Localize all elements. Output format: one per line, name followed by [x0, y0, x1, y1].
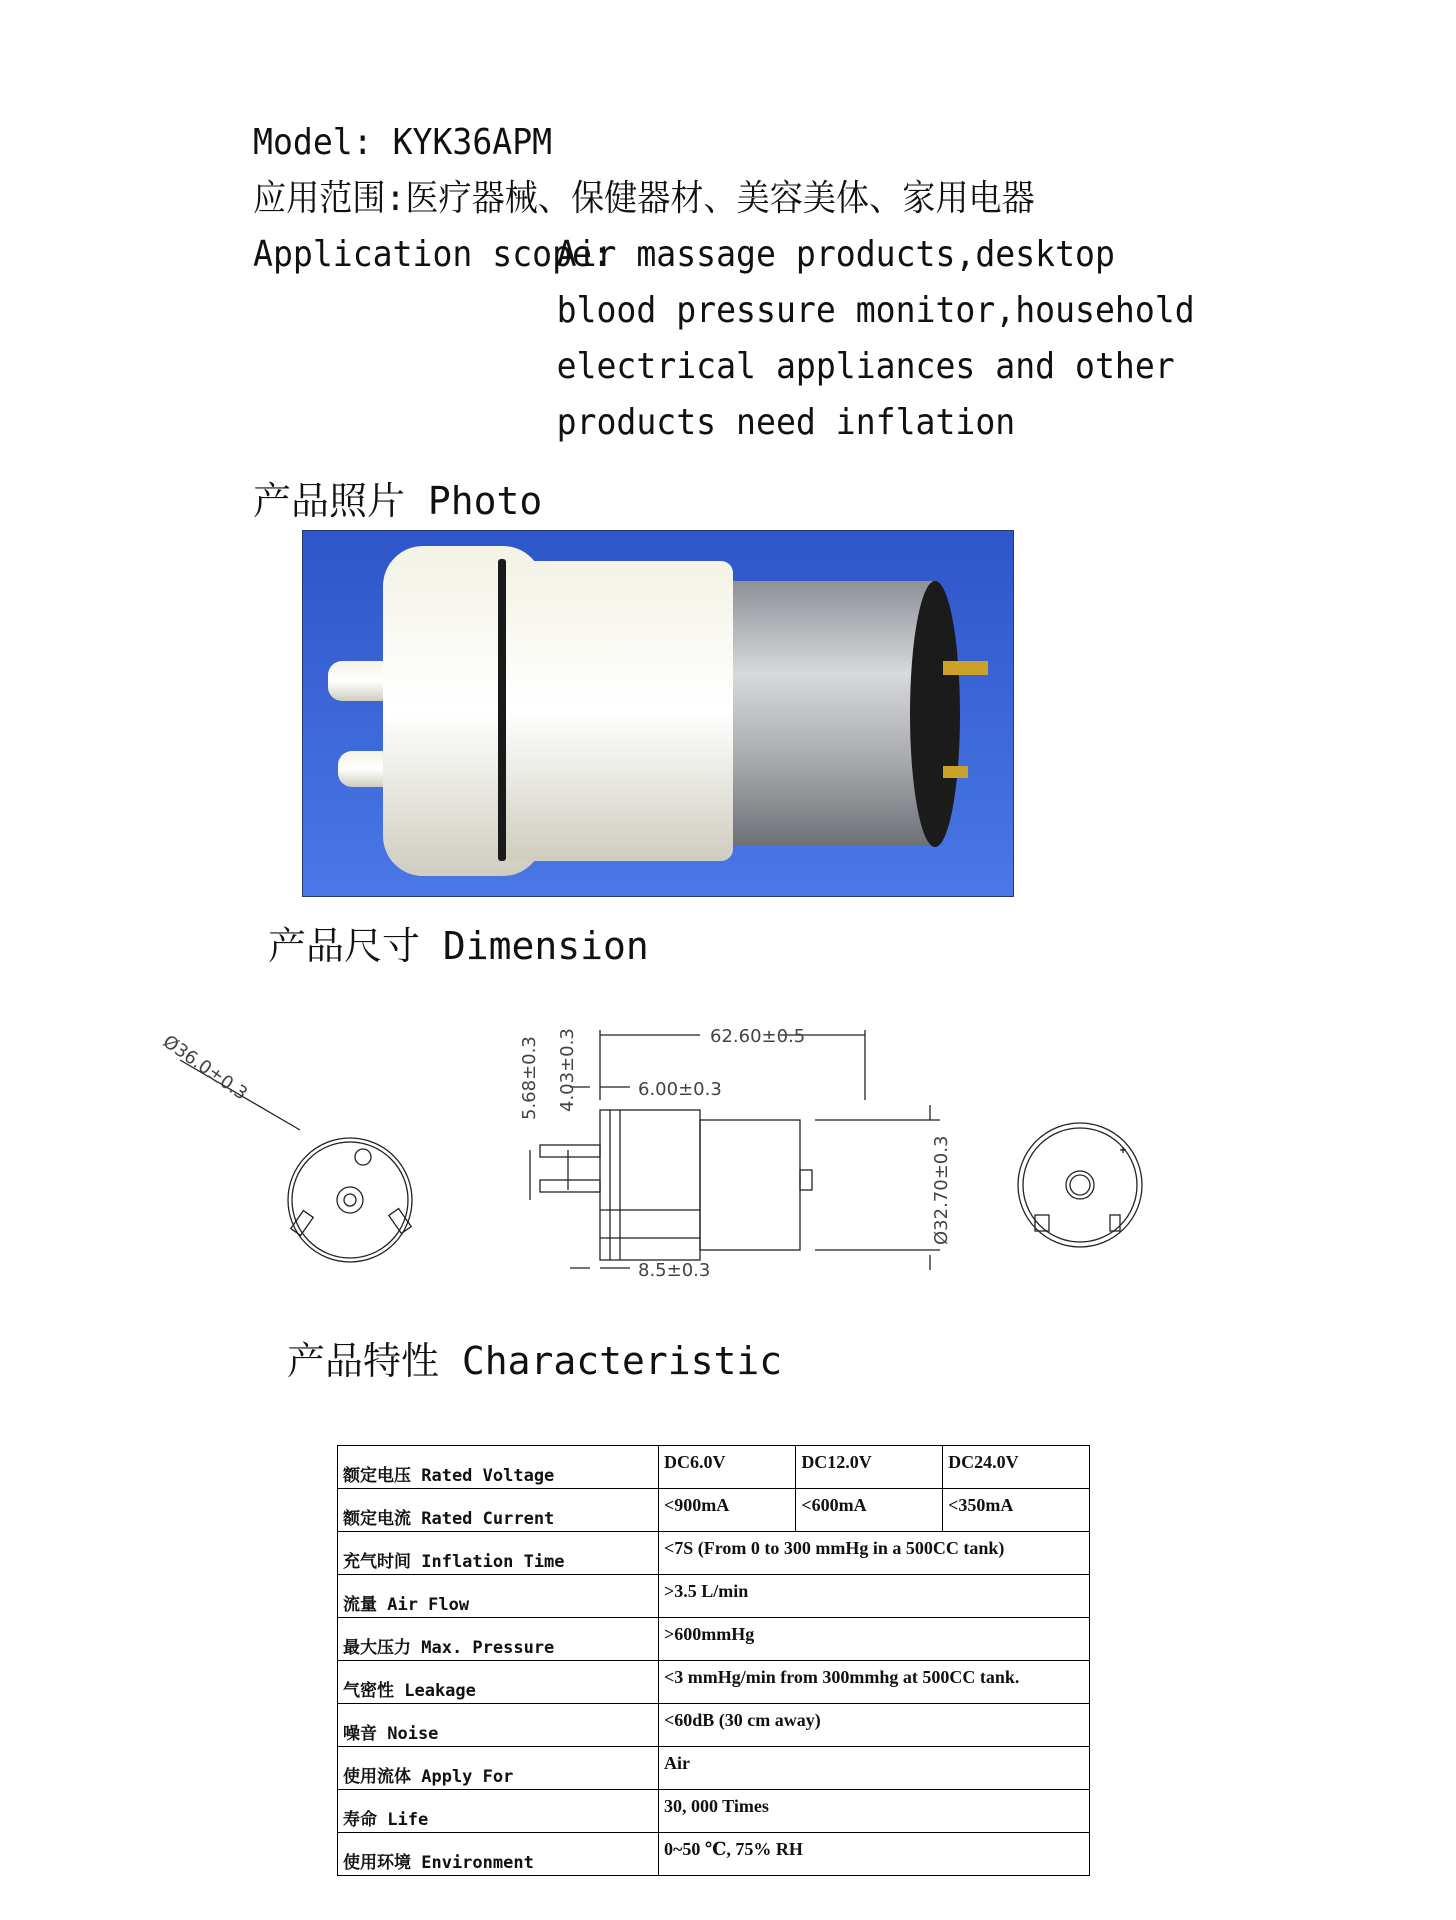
value-current-12v: <600mA — [796, 1489, 943, 1532]
param-leakage: 气密性 Leakage — [338, 1661, 659, 1704]
en-scope-label: Application scope: — [253, 234, 612, 275]
en-scope-line: blood pressure monitor,household — [556, 290, 1195, 331]
product-photo — [302, 530, 1014, 897]
cn-scope-label: 应用范围: — [253, 178, 406, 219]
dim-overall-length: 62.60±0.5 — [710, 1026, 806, 1047]
en-scope-lines — [557, 227, 1195, 451]
value-air-flow: >3.5 L/min — [659, 1575, 1090, 1618]
table-row — [338, 1489, 1090, 1532]
value-max-pressure: >600mmHg — [659, 1618, 1090, 1661]
en-scope-line: products need inflation — [556, 402, 1016, 443]
cn-scope-line — [253, 171, 1195, 227]
param-rated-voltage: 额定电压 Rated Voltage — [338, 1446, 659, 1489]
param-rated-current: 额定电流 Rated Current — [338, 1489, 659, 1532]
dim-motor-diameter: Ø32.70±0.3 — [931, 1135, 952, 1245]
value-current-24v: <350mA — [943, 1489, 1090, 1532]
param-life: 寿命 Life — [338, 1790, 659, 1833]
value-life: 30, 000 Times — [659, 1790, 1090, 1833]
model-label: Model: — [253, 122, 373, 163]
table-row — [338, 1790, 1090, 1833]
value-leakage: <3 mmHg/min from 300mmhg at 500CC tank. — [659, 1661, 1090, 1704]
table-row — [338, 1532, 1090, 1575]
value-inflation-time: <7S (From 0 to 300 mmHg in a 500CC tank) — [659, 1532, 1090, 1575]
en-scope-line: electrical appliances and other — [556, 346, 1175, 387]
value-current-6v: <900mA — [659, 1489, 796, 1532]
en-scope-block — [253, 227, 1195, 451]
dimension-heading: 产品尺寸 Dimension — [268, 924, 649, 968]
param-max-pressure: 最大压力 Max. Pressure — [338, 1618, 659, 1661]
table-row — [338, 1618, 1090, 1661]
cn-scope-value: 医疗器械、保健器材、美容美体、家用电器 — [405, 178, 1035, 219]
en-scope-line: Air massage products,desktop — [556, 234, 1115, 275]
param-inflation-time: 充气时间 Inflation Time — [338, 1532, 659, 1575]
model-line — [253, 115, 1195, 171]
table-row — [338, 1833, 1090, 1876]
header-block — [253, 115, 1195, 451]
dim-offset-a: 5.68±0.3 — [519, 1036, 540, 1120]
value-noise: <60dB (30 cm away) — [659, 1704, 1090, 1747]
param-noise: 噪音 Noise — [338, 1704, 659, 1747]
value-apply-for: Air — [659, 1747, 1090, 1790]
rear-view — [1018, 1123, 1142, 1247]
side-view — [530, 1030, 940, 1270]
model-value: KYK36APM — [392, 122, 553, 163]
table-row — [338, 1661, 1090, 1704]
table-row — [338, 1446, 1090, 1489]
value-environment: 0~50 ℃, 75% RH — [659, 1833, 1090, 1876]
photo-heading: 产品照片 Photo — [253, 479, 543, 523]
value-12v: DC12.0V — [796, 1446, 943, 1489]
table-row — [338, 1575, 1090, 1618]
param-environment: 使用环境 Environment — [338, 1833, 659, 1876]
value-6v: DC6.0V — [659, 1446, 796, 1489]
dim-head-length: 6.00±0.3 — [638, 1079, 722, 1100]
front-view — [180, 1060, 412, 1262]
param-air-flow: 流量 Air Flow — [338, 1575, 659, 1618]
dimension-drawing — [160, 1000, 1200, 1320]
dim-offset-b: 4.03±0.3 — [557, 1028, 578, 1112]
param-apply-for: 使用流体 Apply For — [338, 1747, 659, 1790]
value-24v: DC24.0V — [943, 1446, 1090, 1489]
dim-nozzle-length: 8.5±0.3 — [638, 1260, 711, 1281]
table-row — [338, 1747, 1090, 1790]
spec-table — [337, 1445, 1090, 1876]
dim-front-diameter: Ø36.0±0.3 — [160, 1031, 252, 1105]
characteristic-heading: 产品特性 Characteristic — [287, 1339, 783, 1383]
table-row — [338, 1704, 1090, 1747]
